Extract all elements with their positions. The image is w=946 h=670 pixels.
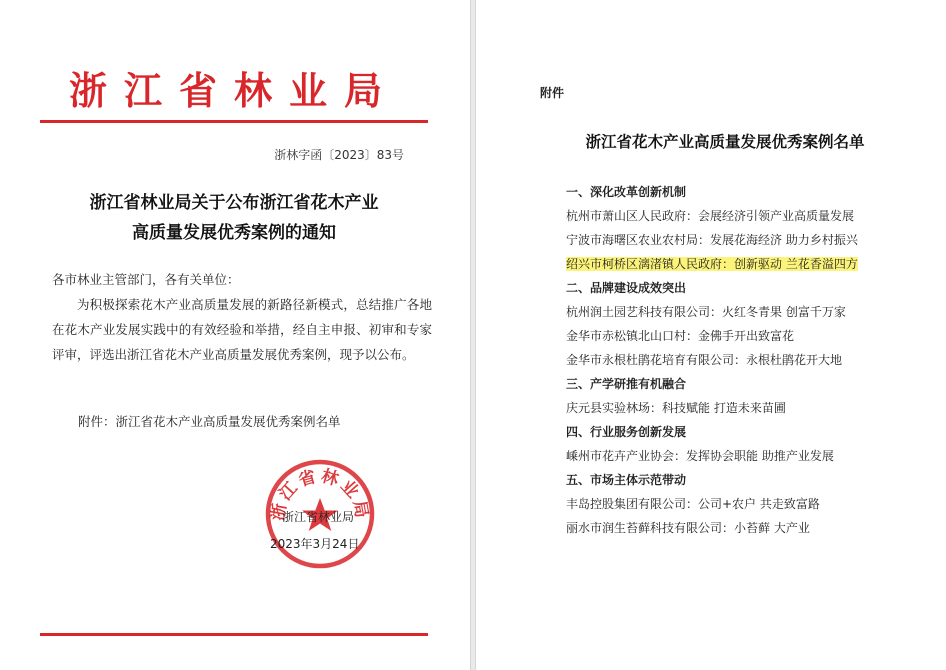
case-item bbox=[566, 204, 926, 228]
red-rule-bottom bbox=[40, 633, 428, 636]
category-heading: 三、产学研推有机融合 bbox=[566, 377, 687, 391]
case-item-text: 金华市永根杜鹃花培育有限公司：永根杜鹃花开大地 bbox=[566, 353, 843, 367]
letterhead: 浙江省林业局 bbox=[68, 68, 399, 113]
category-heading: 二、品牌建设成效突出 bbox=[566, 281, 687, 295]
case-item bbox=[566, 444, 926, 468]
category-heading: 五、市场主体示范带动 bbox=[566, 473, 687, 487]
document-title-line: 高质量发展优秀案例的通知 bbox=[132, 223, 336, 243]
document-number: 浙林字函〔2023〕83号 bbox=[274, 148, 404, 162]
left-page bbox=[0, 0, 470, 670]
document-title bbox=[40, 188, 428, 248]
category-heading: 四、行业服务创新发展 bbox=[566, 425, 687, 439]
body-paragraph: 为积极探索花木产业高质量发展的新路径新模式，总结推广各地在花木产业发展实践中的有效经验和举措，经自主申报、初审和专家评审，评选出浙江省花木产业高质量发展优秀案例，现予以公布。 bbox=[52, 297, 432, 362]
list-title: 浙江省花木产业高质量发展优秀案例名单 bbox=[585, 132, 865, 151]
attachment-note: 附件：浙江省花木产业高质量发展优秀案例名单 bbox=[78, 414, 341, 429]
case-item-text: 杭州润土园艺科技有限公司：火红冬青果 创富千万家 bbox=[566, 305, 846, 319]
case-item bbox=[566, 252, 926, 276]
case-item bbox=[566, 396, 926, 420]
case-item-text: 绍兴市柯桥区漓渚镇人民政府：创新驱动 兰花香溢四方 bbox=[566, 257, 858, 271]
case-list bbox=[566, 180, 926, 540]
case-item-text: 宁波市海曙区农业农村局：发展花海经济 助力乡村振兴 bbox=[566, 233, 858, 247]
case-item-text: 金华市赤松镇北山口村：金佛手开出致富花 bbox=[566, 329, 795, 343]
case-item bbox=[566, 300, 926, 324]
case-item bbox=[566, 324, 926, 348]
case-item-text: 丰岛控股集团有限公司：公司+农户 共走致富路 bbox=[566, 497, 820, 511]
issuer-name: 浙江省林业局 bbox=[282, 510, 355, 524]
case-item bbox=[566, 516, 926, 540]
document-title-line: 浙江省林业局关于公布浙江省花木产业 bbox=[89, 193, 379, 213]
case-item bbox=[566, 228, 926, 252]
category-heading: 一、深化改革创新机制 bbox=[566, 185, 687, 199]
case-item bbox=[566, 348, 926, 372]
attachment-label: 附件 bbox=[540, 86, 565, 100]
case-item bbox=[566, 492, 926, 516]
red-rule-top bbox=[40, 120, 428, 123]
case-item-text: 庆元县实验林场：科技赋能 打造未来苗圃 bbox=[566, 401, 786, 415]
seal-text: 浙江省林业局 bbox=[268, 466, 372, 523]
issue-date: 2023年3月24日 bbox=[270, 537, 360, 551]
addressee: 各市林业主管部门，各有关单位： bbox=[52, 272, 240, 287]
case-item-text: 杭州市萧山区人民政府：会展经济引领产业高质量发展 bbox=[566, 209, 855, 223]
case-item-text: 嵊州市花卉产业协会：发挥协会职能 助推产业发展 bbox=[566, 449, 834, 463]
case-item-text: 丽水市润生苔藓科技有限公司：小苔藓 大产业 bbox=[566, 521, 810, 535]
